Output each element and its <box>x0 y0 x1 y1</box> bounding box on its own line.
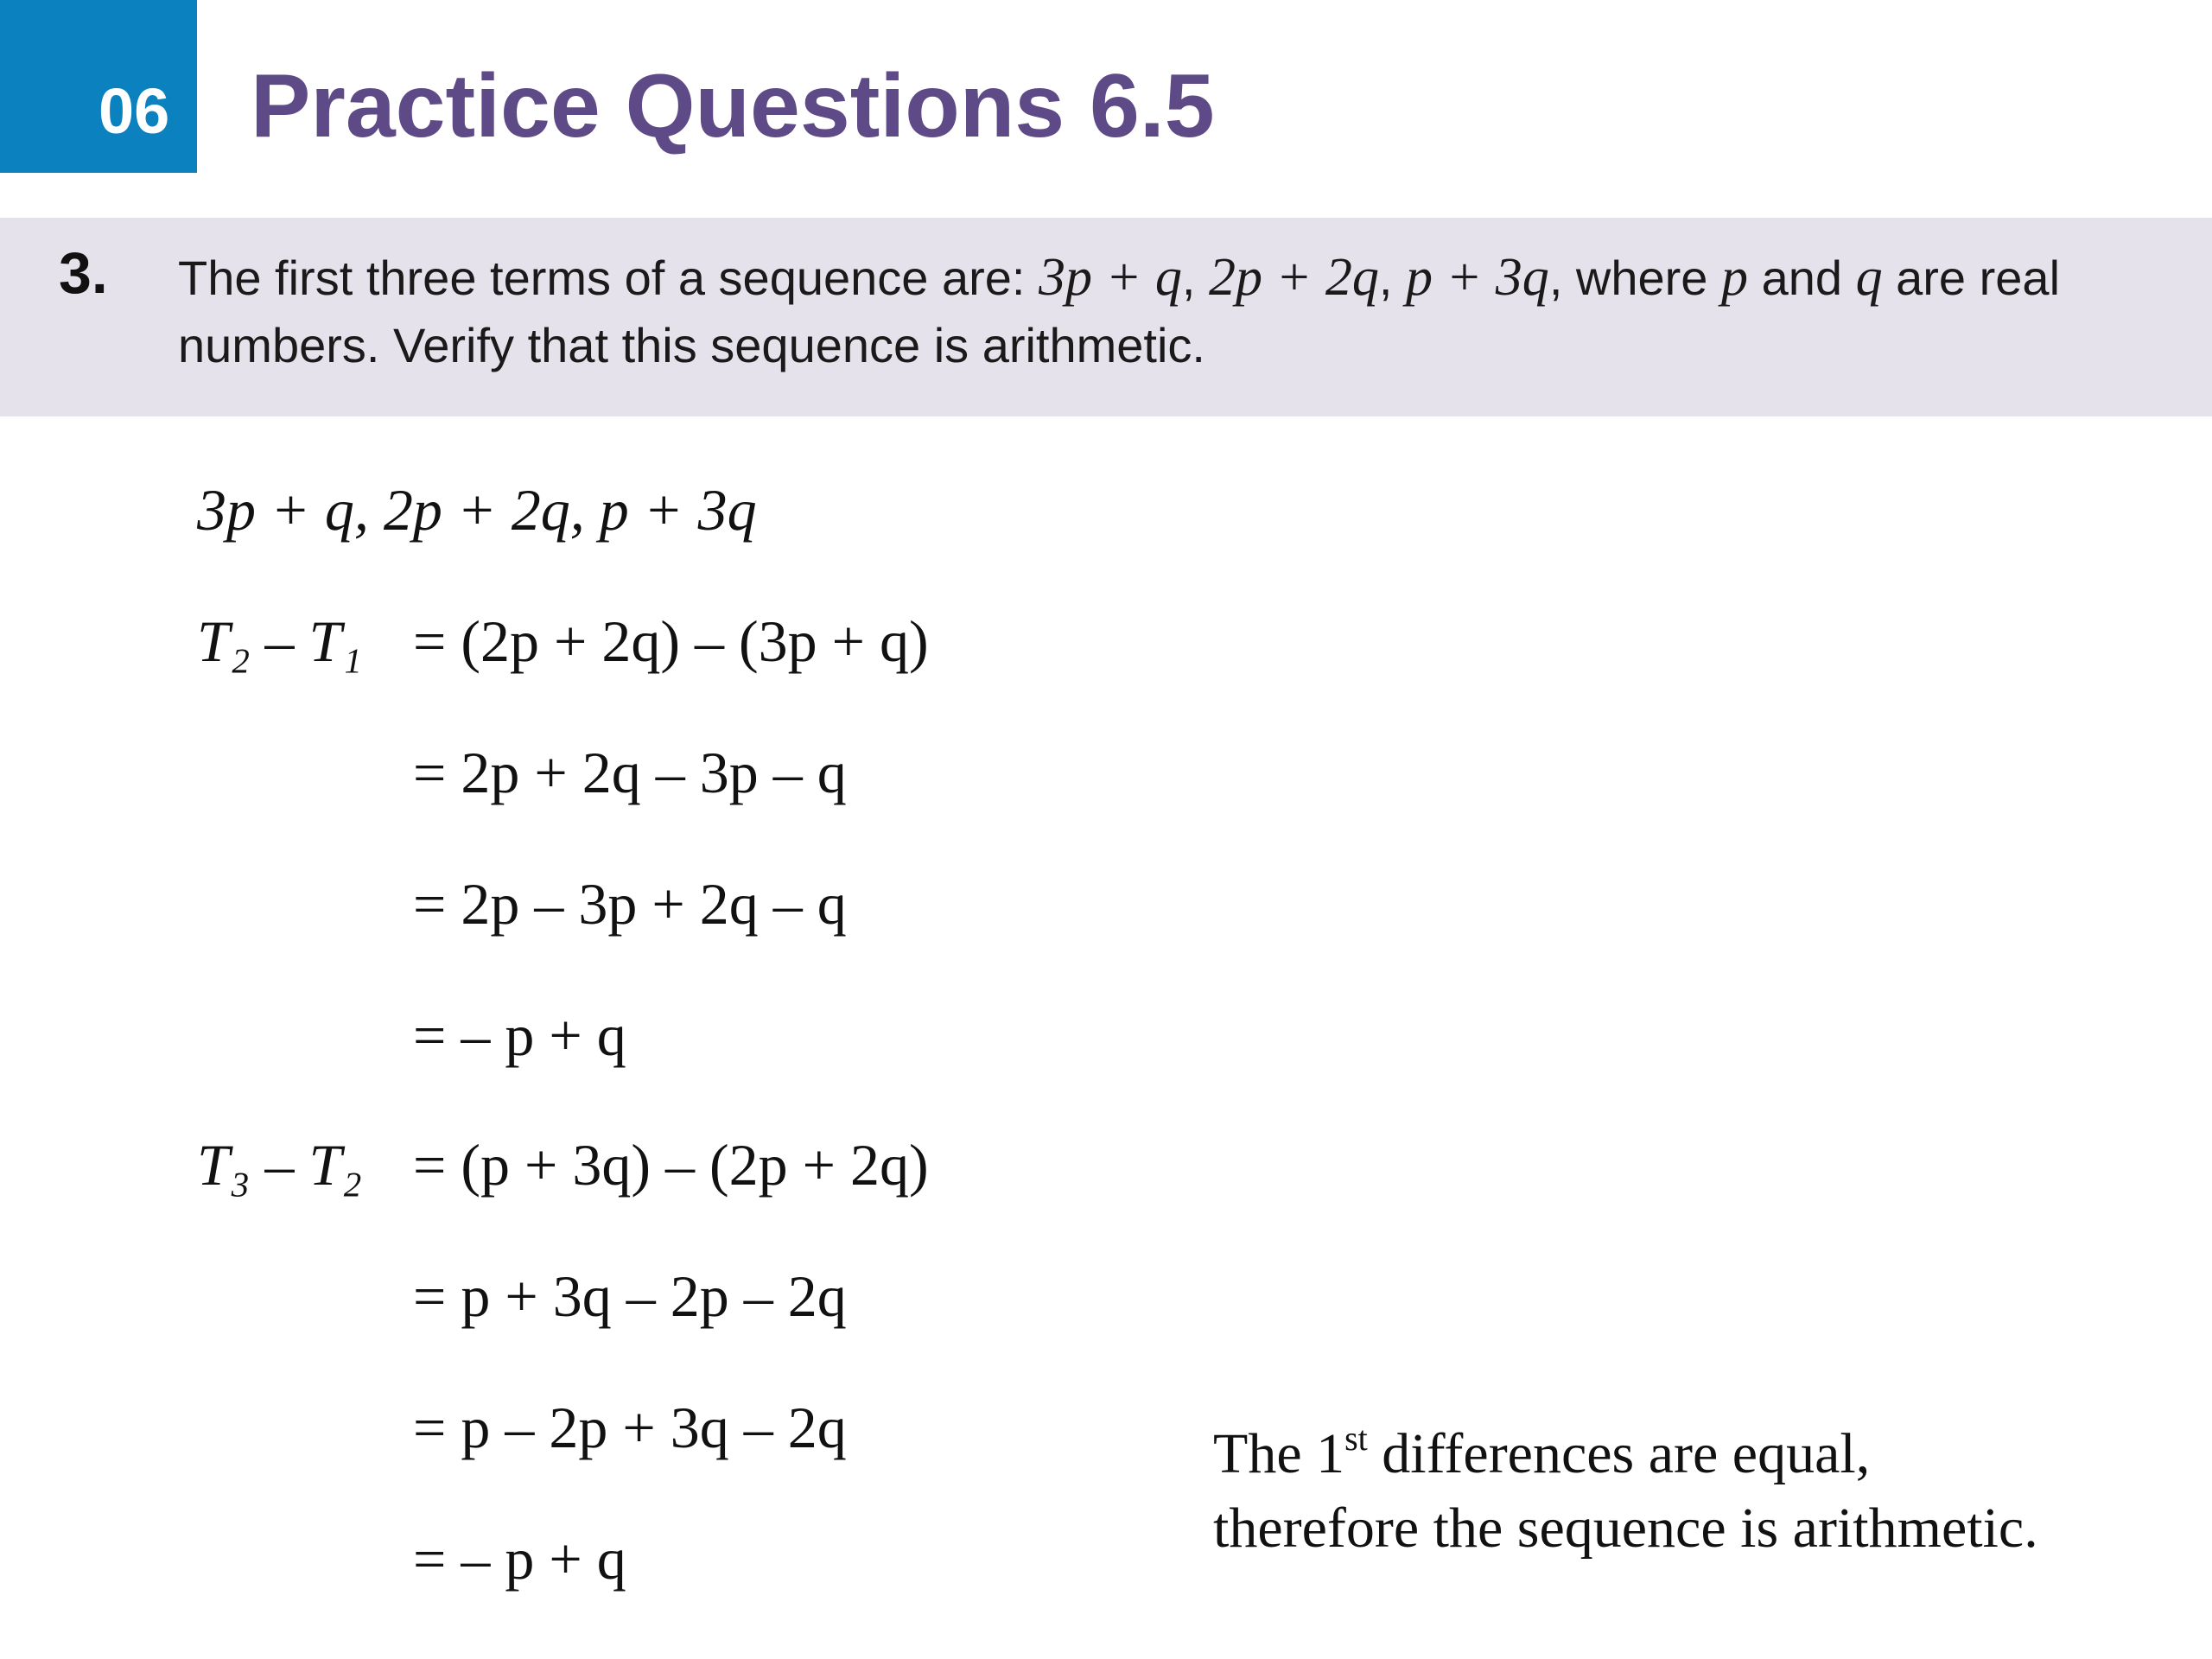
terms-line: 3p + q, 2p + 2q, p + 3q <box>197 477 757 543</box>
difference-2-label: T₃ – T₂ <box>197 1132 362 1198</box>
question-number: 3. <box>59 240 108 306</box>
difference-2-step-2: = p + 3q – 2p – 2q <box>413 1263 847 1329</box>
chapter-number: 06 <box>99 75 170 147</box>
term-1: 3p + q <box>1039 248 1182 307</box>
conclusion-pre: The 1 <box>1213 1422 1345 1485</box>
question-text-where: , where <box>1548 251 1722 305</box>
conclusion-post: differences are equal, <box>1367 1422 1871 1485</box>
difference-1-label: T₂ – T₁ <box>197 608 362 674</box>
term-2: 2p + 2q <box>1209 248 1379 307</box>
difference-1-step-1: = (2p + 2q) – (3p + q) <box>413 608 929 674</box>
term-3: p + 3q <box>1405 248 1549 307</box>
conclusion-superscript: st <box>1344 1419 1368 1458</box>
difference-1-step-2: = 2p + 2q – 3p – q <box>413 740 847 805</box>
chapter-badge <box>0 0 197 173</box>
variable-p: p <box>1721 248 1749 307</box>
conclusion-line-2: therefore the sequence is arithmetic. <box>1213 1497 2038 1560</box>
question-text-and: and <box>1748 251 1856 305</box>
question-text-end: are real numbers. Verify that this sequence is arithmetic. <box>178 251 2061 372</box>
difference-2-step-1: = (p + 3q) – (2p + 2q) <box>413 1132 929 1198</box>
difference-1-result: = – p + q <box>413 1002 626 1068</box>
conclusion-text <box>1213 1402 2038 1566</box>
difference-2-result: = – p + q <box>413 1526 626 1592</box>
difference-1-step-3: = 2p – 3p + 2q – q <box>413 871 847 937</box>
question-text-intro: The first three terms of a sequence are: <box>178 251 1039 305</box>
question-text: The first three terms of a sequence are: 3p + q, 2p + 2q, p + 3q, where p and q are real numbers. Verify that this sequence is arithmetic. <box>178 248 2061 372</box>
variable-q: q <box>1855 248 1883 307</box>
difference-2-step-3: = p – 2p + 3q – 2q <box>413 1395 847 1460</box>
page-title: Practice Questions 6.5 <box>251 56 1215 156</box>
